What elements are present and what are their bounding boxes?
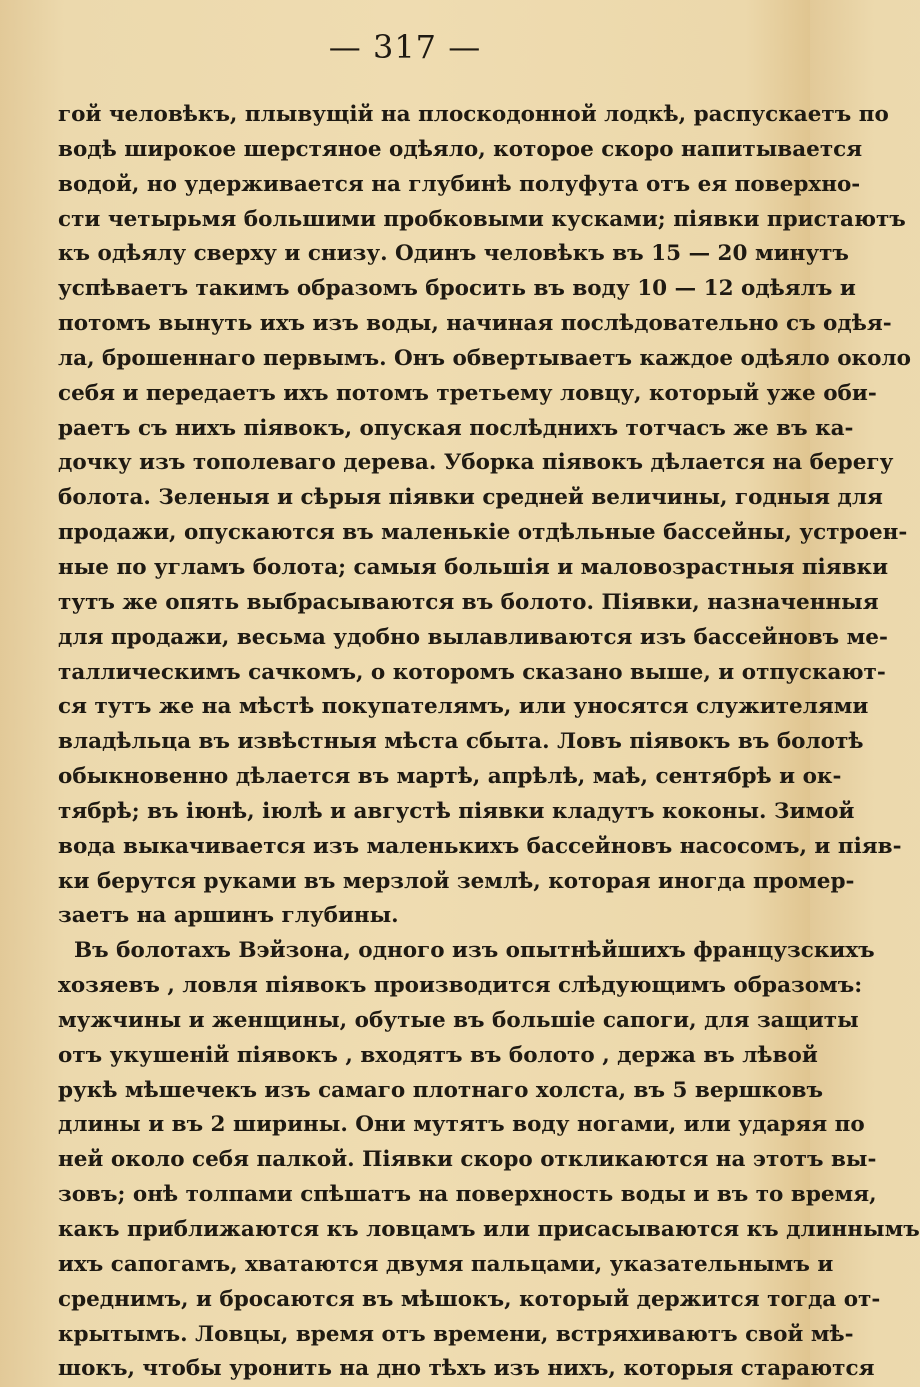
text-line: продажи, опускаются въ маленькіе отдѣльные бассейны, устроен- bbox=[58, 520, 908, 546]
text-line: рукѣ мѣшечекъ изъ самаго плотнаго холста, въ 5 вершковъ bbox=[58, 1077, 823, 1103]
text-line: себя и передаетъ ихъ потомъ третьему ловцу, который уже оби- bbox=[58, 380, 877, 406]
text-line: таллическимъ сачкомъ, о которомъ сказано выше, и отпускают- bbox=[58, 659, 886, 685]
text-line: дочку изъ тополеваго дерева. Уборка піявокъ дѣлается на берегу bbox=[58, 450, 894, 476]
text-line: ся тутъ же на мѣстѣ покупателямъ, или уносятся служителями bbox=[58, 694, 869, 720]
paragraph-end-line: заетъ на аршинъ глубины. bbox=[58, 903, 399, 929]
text-line: ихъ сапогамъ, хватаются двумя пальцами, указательнымъ и bbox=[58, 1251, 834, 1277]
text-line: владѣльца въ извѣстныя мѣста сбыта. Ловъ піявокъ въ болотѣ bbox=[58, 729, 864, 755]
text-line: болота. Зеленыя и сѣрыя піявки средней величины, годныя для bbox=[58, 485, 883, 511]
text-line: успѣваетъ такимъ образомъ бросить въ воду 10 — 12 одѣялъ и bbox=[58, 276, 856, 302]
text-line: вода выкачивается изъ маленькихъ бассейновъ насосомъ, и піяв- bbox=[58, 833, 902, 859]
text-line: ней около себя палкой. Піявки скоро откликаются на этотъ вы- bbox=[58, 1147, 877, 1173]
text-line: обыкновенно дѣлается въ мартѣ, апрѣлѣ, маѣ, сентябрѣ и ок- bbox=[58, 764, 842, 790]
text-line: ла, брошеннаго первымъ. Онъ обвертываетъ каждое одѣяло около bbox=[58, 345, 911, 371]
text-line: зовъ; онѣ толпами спѣшатъ на поверхность воды и въ то время, bbox=[58, 1182, 877, 1208]
text-line: длины и въ 2 ширины. Они мутятъ воду ногами, или ударяя по bbox=[58, 1112, 865, 1138]
text-line: среднимъ, и бросаются въ мѣшокъ, который держится тогда от- bbox=[58, 1286, 881, 1312]
text-line: гой человѣкъ, плывущій на плоскодонной лодкѣ, распускаетъ по bbox=[58, 102, 889, 127]
text-line: для продажи, весьма удобно вылавливаются изъ бассейновъ ме- bbox=[58, 624, 888, 650]
page-number: — 317 — bbox=[328, 28, 482, 66]
text-line: тябрѣ; въ іюнѣ, іюлѣ и августѣ піявки кладутъ коконы. Зимой bbox=[58, 798, 855, 824]
text-line: ные по угламъ болота; самыя большія и маловозрастныя піявки bbox=[58, 554, 889, 580]
text-line: какъ приближаются къ ловцамъ или присасываются къ длиннымъ bbox=[58, 1217, 920, 1242]
text-line: ки берутся руками въ мерзлой землѣ, которая иногда промер- bbox=[58, 868, 855, 894]
text-line: тутъ же опять выбрасываются въ болото. Піявки, назначенныя bbox=[58, 589, 879, 615]
text-line: крытымъ. Ловцы, время отъ времени, встряхиваютъ свой мѣ- bbox=[58, 1321, 854, 1347]
text-line: мужчины и женщины, обутые въ большіе сапоги, для защиты bbox=[58, 1007, 859, 1033]
text-line: къ одѣялу сверху и снизу. Одинъ человѣкъ въ 15 — 20 минутъ bbox=[58, 241, 849, 267]
text-line: отъ укушеній піявокъ , входятъ въ болото , держа въ лѣвой bbox=[58, 1042, 818, 1068]
paragraph-start-line: Въ болотахъ Вэйзона, одного изъ опытнѣйшихъ французскихъ bbox=[74, 938, 875, 964]
text-line: шокъ, чтобы уронить на дно тѣхъ изъ нихъ, которыя стараются bbox=[58, 1356, 875, 1382]
page-text bbox=[58, 98, 920, 1387]
text-line: водой, но удерживается на глубинѣ полуфута отъ ея поверхно- bbox=[58, 171, 861, 197]
text-line: раетъ съ нихъ піявокъ, опуская послѣднихъ тотчасъ же въ ка- bbox=[58, 415, 854, 441]
text-line: водѣ широкое шерстяное одѣяло, которое скоро напитывается bbox=[58, 136, 863, 162]
text-line: потомъ вынуть ихъ изъ воды, начиная послѣдовательно съ одѣя- bbox=[58, 311, 892, 337]
text-line: сти четырьмя большими пробковыми кусками; піявки пристаютъ bbox=[58, 206, 906, 232]
text-line: хозяевъ , ловля піявокъ производится слѣдующимъ образомъ: bbox=[58, 973, 863, 999]
